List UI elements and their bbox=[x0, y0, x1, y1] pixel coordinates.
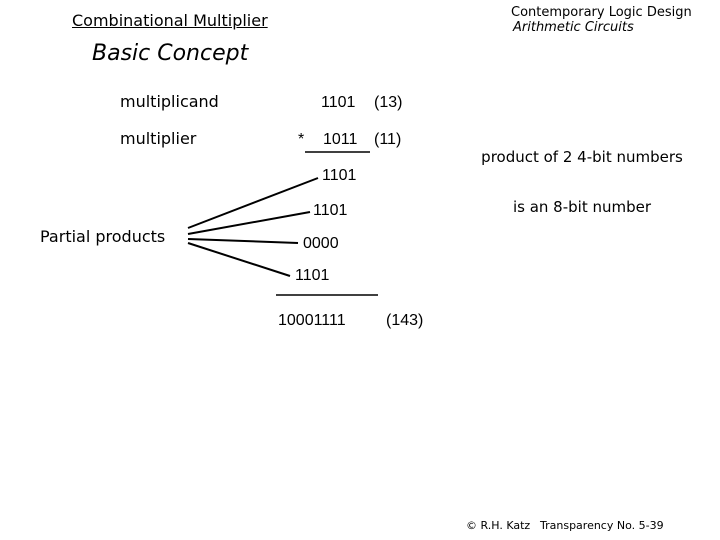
slide-title: Basic Concept bbox=[92, 41, 249, 66]
partial-product-2: 1101 bbox=[313, 202, 348, 219]
pointer-line-3 bbox=[188, 239, 298, 243]
product-note-line2: is an 8-bit number bbox=[512, 197, 652, 216]
multiplier-label: multiplier bbox=[120, 129, 197, 148]
partial-products-label: Partial products bbox=[40, 227, 166, 246]
multiplicand-value: 1101 bbox=[321, 94, 356, 111]
partial-product-1: 1101 bbox=[322, 167, 357, 184]
multiplier-operator: * bbox=[298, 131, 305, 148]
partial-product-4: 1101 bbox=[295, 267, 330, 284]
pointer-line-1 bbox=[188, 178, 318, 228]
product-decimal: (143) bbox=[386, 312, 424, 329]
product-value: 10001111 bbox=[278, 312, 346, 329]
multiplicand-decimal: (13) bbox=[374, 94, 403, 111]
course-subtitle: Arithmetic Circuits bbox=[513, 20, 634, 35]
multiplier-value: 1011 bbox=[323, 131, 358, 148]
pointer-line-4 bbox=[188, 243, 290, 276]
course-title: Contemporary Logic Design bbox=[511, 5, 692, 20]
partial-product-3: 0000 bbox=[303, 235, 339, 252]
section-title: Combinational Multiplier bbox=[72, 11, 268, 30]
multiplicand-label: multiplicand bbox=[120, 92, 219, 111]
copyright: © R.H. Katz bbox=[466, 519, 531, 532]
multiplier-decimal: (11) bbox=[374, 131, 402, 148]
product-note-line1: product of 2 4-bit numbers bbox=[481, 148, 683, 166]
transparency-number: Transparency No. 5-39 bbox=[540, 519, 664, 532]
pointer-line-2 bbox=[188, 212, 310, 234]
